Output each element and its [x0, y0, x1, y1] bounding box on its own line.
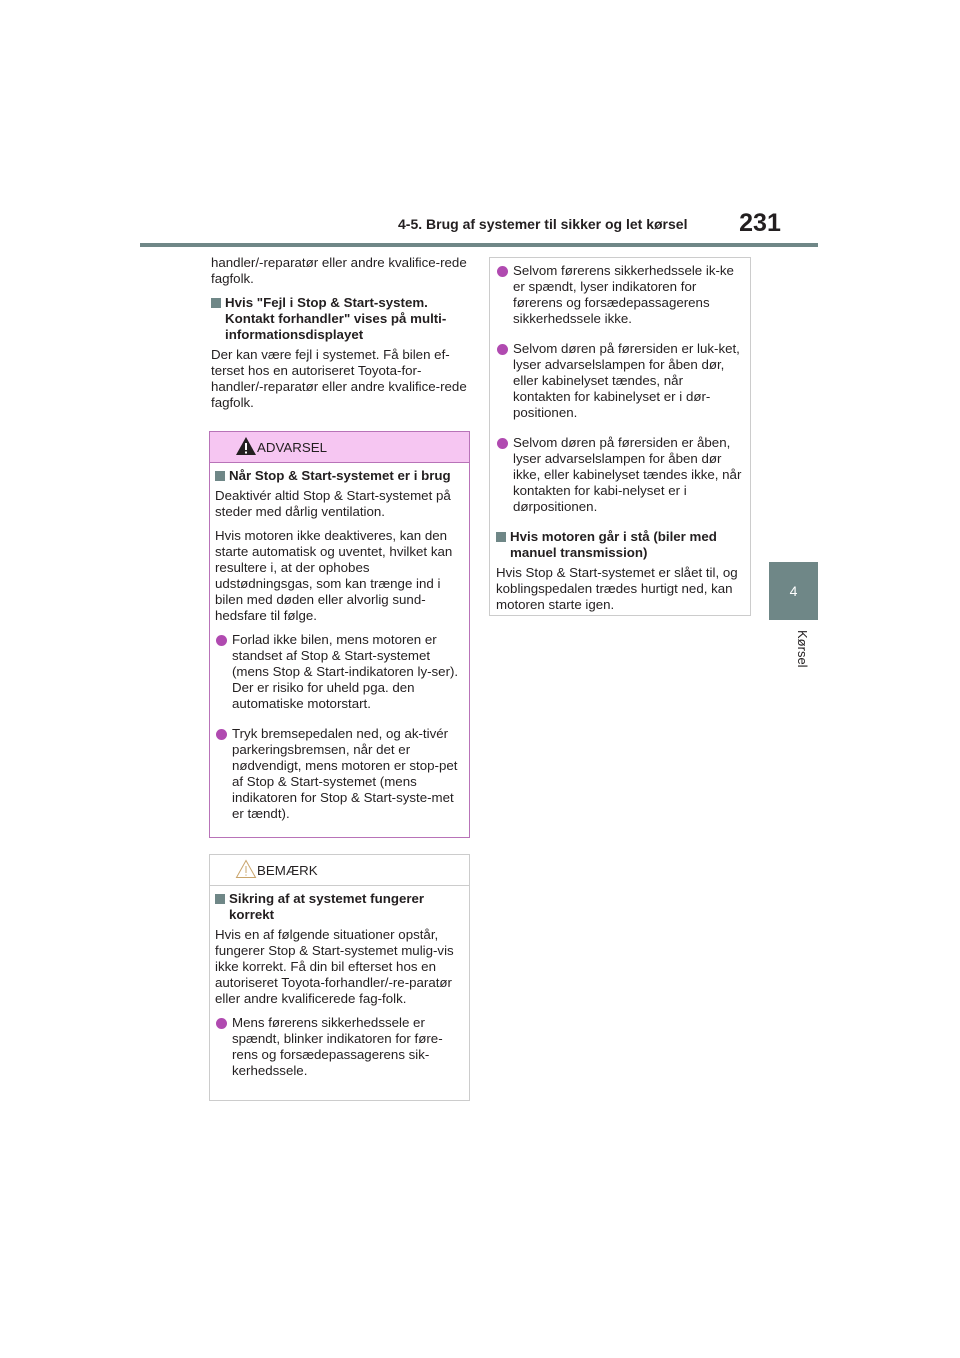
list-item-text: Selvom døren på førersiden er luk-ket, lyser advarselslampen for åben dør, eller kabinelyset tændes, når kontakten for kabinelyset er i dør-positionen. [513, 341, 740, 420]
list-item [496, 341, 744, 421]
square-bullet-icon [215, 471, 225, 481]
section-heading [211, 295, 469, 343]
section-title: 4-5. Brug af systemer til sikker og let kørsel [398, 216, 688, 232]
square-bullet-icon [496, 532, 506, 542]
bullet-dot-icon [497, 438, 508, 449]
heading-text: Når Stop & Start-systemet er i brug [229, 468, 451, 483]
list-item-text: Tryk bremsepedalen ned, og ak-tivér parkeringsbremsen, når det er nødvendigt, mens motoren er stop-pet af Stop & Start-systemet (mens indikatoren for Stop & Start-syste-met er tændt). [232, 726, 458, 821]
list-item [215, 632, 464, 712]
warning-heading [215, 468, 464, 484]
note-title: BEMÆRK [257, 863, 318, 878]
warning-header [210, 432, 469, 463]
list-item [215, 1015, 464, 1079]
list-item-text: Forlad ikke bilen, mens motoren er standset af Stop & Start-systemet (mens Stop & Start-indikatoren ly-ser). Der er risiko for uheld pga. den automatiske motorstart. [232, 632, 459, 711]
heading-text: Hvis "Fejl i Stop & Start-system. Kontakt forhandler" vises på multi-informationsdisplayet [225, 295, 447, 342]
list-item [215, 726, 464, 822]
bullet-dot-icon [216, 1018, 227, 1029]
chapter-label: Kørsel [795, 630, 810, 668]
continued-note-box [489, 257, 751, 616]
square-bullet-icon [211, 298, 221, 308]
square-bullet-icon [215, 894, 225, 904]
bullet-dot-icon [497, 344, 508, 355]
bullet-dot-icon [216, 729, 227, 740]
warning-box [209, 431, 470, 838]
warning-para: Deaktivér altid Stop & Start-systemet på steder med dårlig ventilation. [215, 488, 451, 519]
note-para: Hvis en af følgende situationer opstår, fungerer Stop & Start-systemet mulig-vis ikke korrekt. Få din bil efterset hos en autoriseret Toyota-forhandler/-re-paratør eller andre kvalificerede fag-folk. [215, 927, 454, 1006]
right-heading [496, 529, 744, 561]
list-item [496, 263, 744, 327]
page-number: 231 [739, 209, 781, 237]
bullet-dot-icon [497, 266, 508, 277]
heading-text: Sikring af at systemet fungerer korrekt [229, 891, 425, 922]
list-item-text: Selvom døren på førersiden er åben, lyser advarselslampen for åben dør ikke, eller kabinelyset tændes ikke, når kontakten for kabi-nelyset er i dørpositionen. [513, 435, 742, 514]
body-text: Der kan være fejl i systemet. Få bilen ef-terset hos en autoriseret Toyota-for-handler/-reparatør eller andre kvalifice-rede fagfolk. [211, 347, 467, 410]
list-item-text: Mens førerens sikkerhedssele er spændt, blinker indikatoren for føre-rens og forsædepassagerens sik-kerhedssele. [232, 1015, 443, 1078]
header-rule [140, 243, 818, 247]
note-heading [215, 891, 464, 923]
warning-triangle-icon [235, 436, 257, 456]
note-header [210, 855, 469, 886]
intro-text: handler/-reparatør eller andre kvalifice-rede fagfolk. [211, 255, 467, 286]
list-item [496, 435, 744, 515]
note-box [209, 854, 470, 1101]
warning-title: ADVARSEL [257, 440, 327, 455]
chapter-tab: 4 [769, 562, 818, 620]
bullet-dot-icon [216, 635, 227, 646]
list-item-text: Selvom førerens sikkerhedssele ik-ke er spændt, lyser indikatoren for førerens og forsædepassagerens sikkerhedssele ikke. [513, 263, 734, 326]
right-para: Hvis Stop & Start-systemet er slået til, og koblingspedalen trædes hurtigt ned, kan motoren starte igen. [496, 565, 738, 612]
warning-para: Hvis motoren ikke deaktiveres, kan den starte automatisk og uventet, hvilket kan resultere i, at der ophobes udstødningsgas, som kan trænge ind i bilen med døden eller alvorlig sund-hedsfare til følge. [215, 528, 453, 623]
left-column [211, 255, 469, 419]
caution-triangle-icon [235, 859, 257, 879]
heading-text: Hvis motoren går i stå (biler med manuel transmission) [510, 529, 717, 560]
